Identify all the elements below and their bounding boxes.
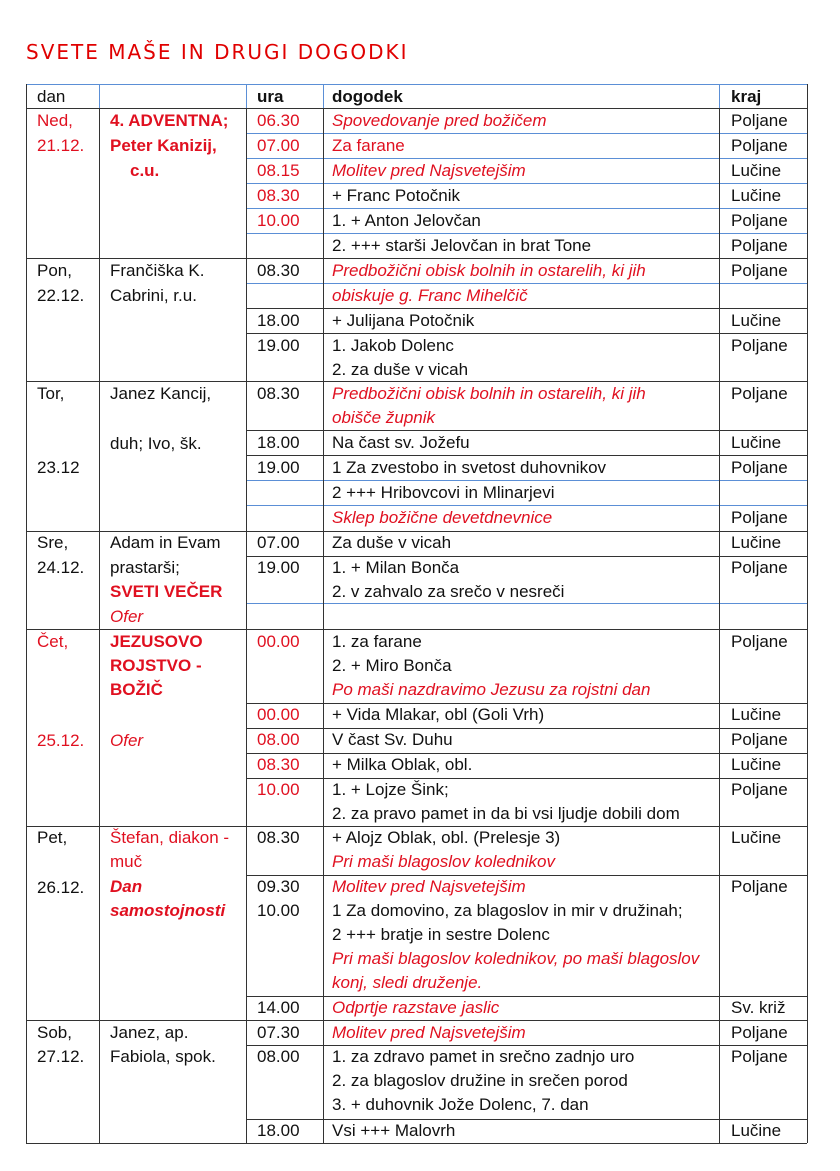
event-place: Poljane [731, 877, 788, 896]
event-text: Molitev pred Najsvetejšim [332, 877, 526, 896]
header-dan: dan [37, 87, 66, 106]
page-title: SVETE MAŠE IN DRUGI DOGODKI [26, 40, 409, 64]
day-description: c.u. [130, 161, 160, 180]
grid-line [99, 84, 100, 108]
event-text: 2. za pravo pamet in da bi vsi ljudje dobili dom [332, 804, 680, 823]
grid-line [246, 728, 807, 729]
event-text: 2. +++ starši Jelovčan in brat Tone [332, 236, 592, 255]
grid-line [99, 108, 100, 1143]
grid-line [246, 108, 247, 1143]
event-time: 08.00 [257, 1047, 300, 1066]
day-description: prastarši; [110, 558, 180, 577]
event-time: 19.00 [257, 558, 300, 577]
event-text: 2. za blagoslov družine in srečen porod [332, 1071, 628, 1090]
grid-line [246, 753, 807, 754]
grid-line [246, 480, 807, 481]
event-time: 08.00 [257, 730, 300, 749]
day-description: SVETI VEČER [110, 582, 223, 601]
day-description: Frančiška K. [110, 261, 205, 280]
day-label: 26.12. [37, 878, 85, 897]
event-text: 1. Jakob Dolenc [332, 336, 454, 355]
event-place: Poljane [731, 211, 788, 230]
event-place: Poljane [731, 780, 788, 799]
day-label: Čet, [37, 632, 69, 651]
day-label: 25.12. [37, 731, 85, 750]
event-place: Lučine [731, 311, 782, 330]
event-text: 2 +++ bratje in sestre Dolenc [332, 925, 550, 944]
event-time: 08.30 [257, 261, 300, 280]
event-text: + Franc Potočnik [332, 186, 461, 205]
event-time: 00.00 [257, 632, 300, 651]
event-text: 2. za duše v vicah [332, 360, 469, 379]
event-text: Vsi +++ Malovrh [332, 1121, 456, 1140]
event-text: Predbožični obisk bolnih in ostarelih, ki jih [332, 261, 646, 280]
grid-line [246, 208, 807, 209]
event-text: Na čast sv. Jožefu [332, 433, 470, 452]
event-time: 09.30 [257, 877, 300, 896]
day-description: Janez Kancij, [110, 384, 212, 403]
event-text: + Milka Oblak, obl. [332, 755, 473, 774]
event-place: Poljane [731, 508, 788, 527]
event-time: 07.00 [257, 136, 300, 155]
event-time: 10.00 [257, 901, 300, 920]
day-description: Janez, ap. [110, 1023, 189, 1042]
event-time: 14.00 [257, 998, 300, 1017]
event-time: 10.00 [257, 780, 300, 799]
grid-line [246, 233, 807, 234]
event-text: Predbožični obisk bolnih in ostarelih, ki jih [332, 384, 646, 403]
event-time: 08.30 [257, 828, 300, 847]
event-text: 1. za zdravo pamet in srečno zadnjo uro [332, 1047, 635, 1066]
event-text: 3. + duhovnik Jože Dolenc, 7. dan [332, 1095, 589, 1114]
grid-line [246, 158, 807, 159]
event-text: obiskuje g. Franc Mihelčič [332, 286, 528, 305]
grid-line [246, 333, 807, 334]
event-place: Lučine [731, 533, 782, 552]
day-description: Peter Kanizij, [110, 136, 217, 155]
event-place: Poljane [731, 136, 788, 155]
event-place: Sv. križ [731, 998, 786, 1017]
event-text: 1. + Lojze Šink; [332, 780, 449, 799]
event-place: Poljane [731, 558, 788, 577]
event-text: Pri maši blagoslov kolednikov [332, 852, 555, 871]
event-text: + Alojz Oblak, obl. (Prelesje 3) [332, 828, 561, 847]
event-place: Poljane [731, 1023, 788, 1042]
grid-line [323, 108, 324, 1143]
event-time: 00.00 [257, 705, 300, 724]
event-place: Poljane [731, 111, 788, 130]
event-text: V čast Sv. Duhu [332, 730, 453, 749]
day-description: JEZUSOVO [110, 632, 203, 651]
day-label: 27.12. [37, 1047, 85, 1066]
event-text: 1 Za domovino, za blagoslov in mir v družinah; [332, 901, 683, 920]
grid-line [26, 84, 27, 1143]
event-time: 06.30 [257, 111, 300, 130]
event-time: 07.30 [257, 1023, 300, 1042]
grid-line [323, 84, 324, 108]
event-text: + Julijana Potočnik [332, 311, 475, 330]
event-time: 08.30 [257, 384, 300, 403]
event-time: 18.00 [257, 1121, 300, 1140]
grid-line [246, 133, 807, 134]
event-text: Po maši nazdravimo Jezusu za rojstni dan [332, 680, 651, 699]
event-text: Pri maši blagoslov kolednikov, po maši blagoslov [332, 949, 700, 968]
event-place: Lučine [731, 705, 782, 724]
header-ura: ura [257, 87, 284, 106]
event-text: Molitev pred Najsvetejšim [332, 1023, 526, 1042]
grid-line [246, 183, 807, 184]
event-place: Lučine [731, 433, 782, 452]
day-description: Fabiola, spok. [110, 1047, 216, 1066]
event-place: Poljane [731, 384, 788, 403]
day-label: Pet, [37, 828, 68, 847]
grid-line [246, 283, 807, 284]
event-text: Odprtje razstave jaslic [332, 998, 500, 1017]
day-description: duh; Ivo, šk. [110, 434, 202, 453]
event-place: Poljane [731, 730, 788, 749]
day-description: Adam in Evam [110, 533, 221, 552]
day-description: Ofer [110, 731, 144, 750]
day-label: Pon, [37, 261, 72, 280]
event-text: konj, sledi druženje. [332, 973, 483, 992]
grid-line [719, 108, 720, 1143]
grid-line [719, 84, 720, 108]
event-time: 18.00 [257, 311, 300, 330]
event-text: 1. + Milan Bonča [332, 558, 460, 577]
day-label: 24.12. [37, 558, 85, 577]
event-text: Sklep božične devetdnevnice [332, 508, 553, 527]
grid-line [246, 556, 807, 557]
day-description: samostojnosti [110, 901, 226, 920]
grid-line [246, 778, 807, 779]
grid-line [246, 430, 807, 431]
event-place: Poljane [731, 261, 788, 280]
event-place: Lučine [731, 161, 782, 180]
day-label: Sob, [37, 1023, 72, 1042]
event-place: Poljane [731, 632, 788, 651]
event-text: 2. v zahvalo za srečo v nesreči [332, 582, 565, 601]
header-kraj: kraj [731, 87, 762, 106]
day-description: Ofer [110, 607, 144, 626]
event-place: Poljane [731, 458, 788, 477]
grid-line [246, 84, 247, 108]
day-description: 4. ADVENTNA; [110, 111, 229, 130]
event-place: Lučine [731, 755, 782, 774]
event-time: 07.00 [257, 533, 300, 552]
grid-line [807, 84, 808, 1143]
grid-line [246, 603, 807, 604]
event-time: 08.15 [257, 161, 300, 180]
grid-line [246, 1119, 807, 1120]
day-label: Tor, [37, 384, 65, 403]
event-place: Poljane [731, 1047, 788, 1066]
grid-line [246, 505, 807, 506]
event-time: 19.00 [257, 336, 300, 355]
grid-line [246, 703, 807, 704]
event-text: Spovedovanje pred božičem [332, 111, 547, 130]
event-text: 2. + Miro Bonča [332, 656, 452, 675]
header-dogodek: dogodek [332, 87, 403, 106]
event-time: 18.00 [257, 433, 300, 452]
event-text: Molitev pred Najsvetejšim [332, 161, 526, 180]
day-description: BOŽIČ [110, 680, 163, 699]
day-description: Štefan, diakon - [110, 828, 230, 847]
event-text: 1. + Anton Jelovčan [332, 211, 481, 230]
grid-line [246, 996, 807, 997]
grid-line [246, 455, 807, 456]
day-label: 23.12 [37, 458, 80, 477]
day-label: 21.12. [37, 136, 85, 155]
event-text: Za farane [332, 136, 405, 155]
day-label: Ned, [37, 111, 73, 130]
day-description: ROJSTVO - [110, 656, 202, 675]
event-place: Lučine [731, 828, 782, 847]
day-description: Cabrini, r.u. [110, 286, 197, 305]
event-place: Poljane [731, 336, 788, 355]
event-place: Lučine [731, 1121, 782, 1140]
event-place: Lučine [731, 186, 782, 205]
event-place: Poljane [731, 236, 788, 255]
event-text: + Vida Mlakar, obl (Goli Vrh) [332, 705, 545, 724]
event-text: 1 Za zvestobo in svetost duhovnikov [332, 458, 607, 477]
grid-line [246, 1045, 807, 1046]
grid-line [246, 875, 807, 876]
day-label: 22.12. [37, 286, 85, 305]
grid-line [26, 84, 807, 85]
grid-line [26, 1143, 807, 1144]
event-time: 19.00 [257, 458, 300, 477]
event-time: 08.30 [257, 186, 300, 205]
event-text: 1. za farane [332, 632, 422, 651]
day-description: Dan [110, 877, 143, 896]
event-text: 2 +++ Hribovcovi in Mlinarjevi [332, 483, 555, 502]
grid-line [246, 308, 807, 309]
day-label: Sre, [37, 533, 69, 552]
event-time: 08.30 [257, 755, 300, 774]
day-description: muč [110, 852, 143, 871]
event-text: Za duše v vicah [332, 533, 452, 552]
event-text: obišče župnik [332, 408, 436, 427]
event-time: 10.00 [257, 211, 300, 230]
